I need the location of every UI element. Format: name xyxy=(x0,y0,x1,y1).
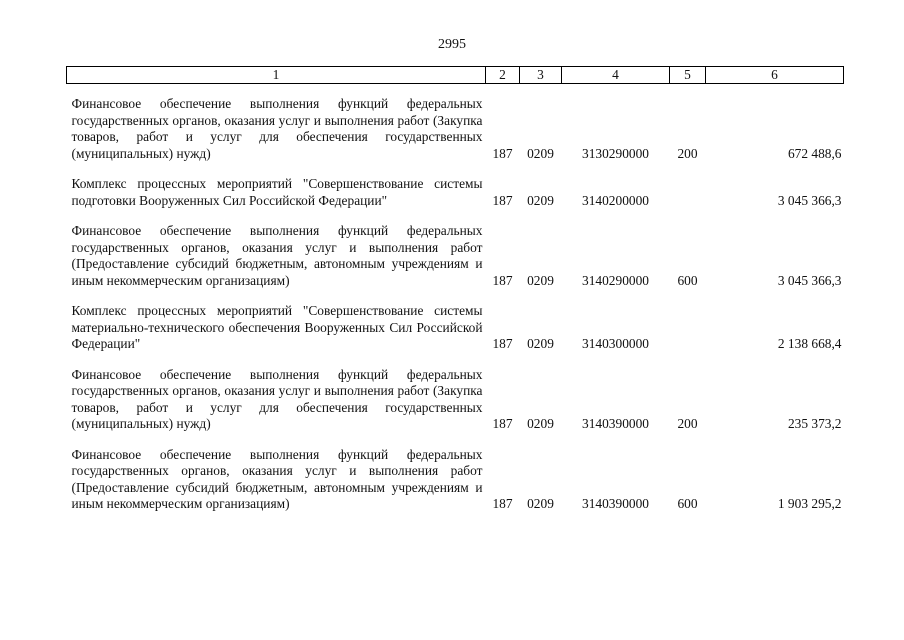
row-description: Финансовое обеспечение выполнения функций федеральных государственных органов, оказания услуг и выполнения работ (Предоставление субсидий бюджетным, автономным учреждениям и иным некоммерческим организациям) xyxy=(71,446,483,511)
row-expense-type: 600 xyxy=(677,272,698,288)
row-target-article: 3130290000 xyxy=(582,145,649,161)
row-description: Финансовое обеспечение выполнения функций федеральных государственных органов, оказания услуг и выполнения работ (Закупка товаров, работ и услуг для обеспечения государственных (муниципальных) нужд) xyxy=(71,366,483,431)
row-description: Финансовое обеспечение выполнения функций федеральных государственных органов, оказания услуг и выполнения работ (Закупка товаров, работ и услуг для обеспечения государственных (муниципальных) нужд) xyxy=(71,96,483,161)
row-ministry-code: 187 xyxy=(492,192,513,208)
row-amount: 2 138 668,4 xyxy=(777,336,842,351)
header-col-6: 6 xyxy=(706,67,844,84)
row-section-code: 0209 xyxy=(527,496,554,511)
row-section-code: 0209 xyxy=(527,416,554,431)
header-col-1: 1 xyxy=(67,67,486,84)
row-target-article: 3140290000 xyxy=(582,272,649,288)
row-expense-type xyxy=(670,289,706,353)
row-ministry-code: 187 xyxy=(492,272,513,288)
row-description: Комплекс процессных мероприятий "Совершенствование системы подготовки Вооруженных Сил Российской Федерации" xyxy=(71,176,483,208)
row-target-article: 3140300000 xyxy=(582,336,649,351)
row-ministry-code: 187 xyxy=(492,416,513,431)
header-col-4: 4 xyxy=(562,67,670,84)
row-description: Финансовое обеспечение выполнения функций федеральных государственных органов, оказания услуг и выполнения работ (Предоставление субсидий бюджетным, автономным учреждениям и иным некоммерческим организациям) xyxy=(71,223,483,288)
table-row xyxy=(67,289,844,353)
header-col-2: 2 xyxy=(486,67,520,84)
row-section-code: 0209 xyxy=(527,192,554,208)
table-row xyxy=(67,209,844,289)
row-section-code: 0209 xyxy=(527,336,554,351)
row-amount: 3 045 366,3 xyxy=(777,272,842,288)
header-col-3: 3 xyxy=(520,67,562,84)
row-amount: 672 488,6 xyxy=(787,145,842,161)
row-amount: 3 045 366,3 xyxy=(777,192,842,208)
table-row xyxy=(67,353,844,433)
budget-table xyxy=(66,66,844,513)
table-row xyxy=(67,433,844,513)
row-amount: 235 373,2 xyxy=(787,416,842,431)
row-expense-type: 200 xyxy=(677,416,698,431)
row-amount: 1 903 295,2 xyxy=(777,496,842,511)
header-col-5: 5 xyxy=(670,67,706,84)
row-target-article: 3140200000 xyxy=(582,192,649,208)
row-ministry-code: 187 xyxy=(492,336,513,351)
row-ministry-code: 187 xyxy=(492,496,513,511)
table-header-row xyxy=(67,67,844,84)
table-row xyxy=(67,162,844,209)
row-expense-type xyxy=(670,162,706,209)
row-section-code: 0209 xyxy=(527,272,554,288)
row-target-article: 3140390000 xyxy=(582,416,649,431)
row-description: Комплекс процессных мероприятий "Совершенствование системы материально-технического обеспечения Вооруженных Сил Российской Федерации" xyxy=(71,303,483,351)
row-ministry-code: 187 xyxy=(492,145,513,161)
row-expense-type: 200 xyxy=(677,145,698,161)
row-section-code: 0209 xyxy=(527,145,554,161)
row-expense-type: 600 xyxy=(677,496,698,511)
table-row xyxy=(67,84,844,163)
page-number: 2995 xyxy=(438,37,466,52)
row-target-article: 3140390000 xyxy=(582,496,649,511)
